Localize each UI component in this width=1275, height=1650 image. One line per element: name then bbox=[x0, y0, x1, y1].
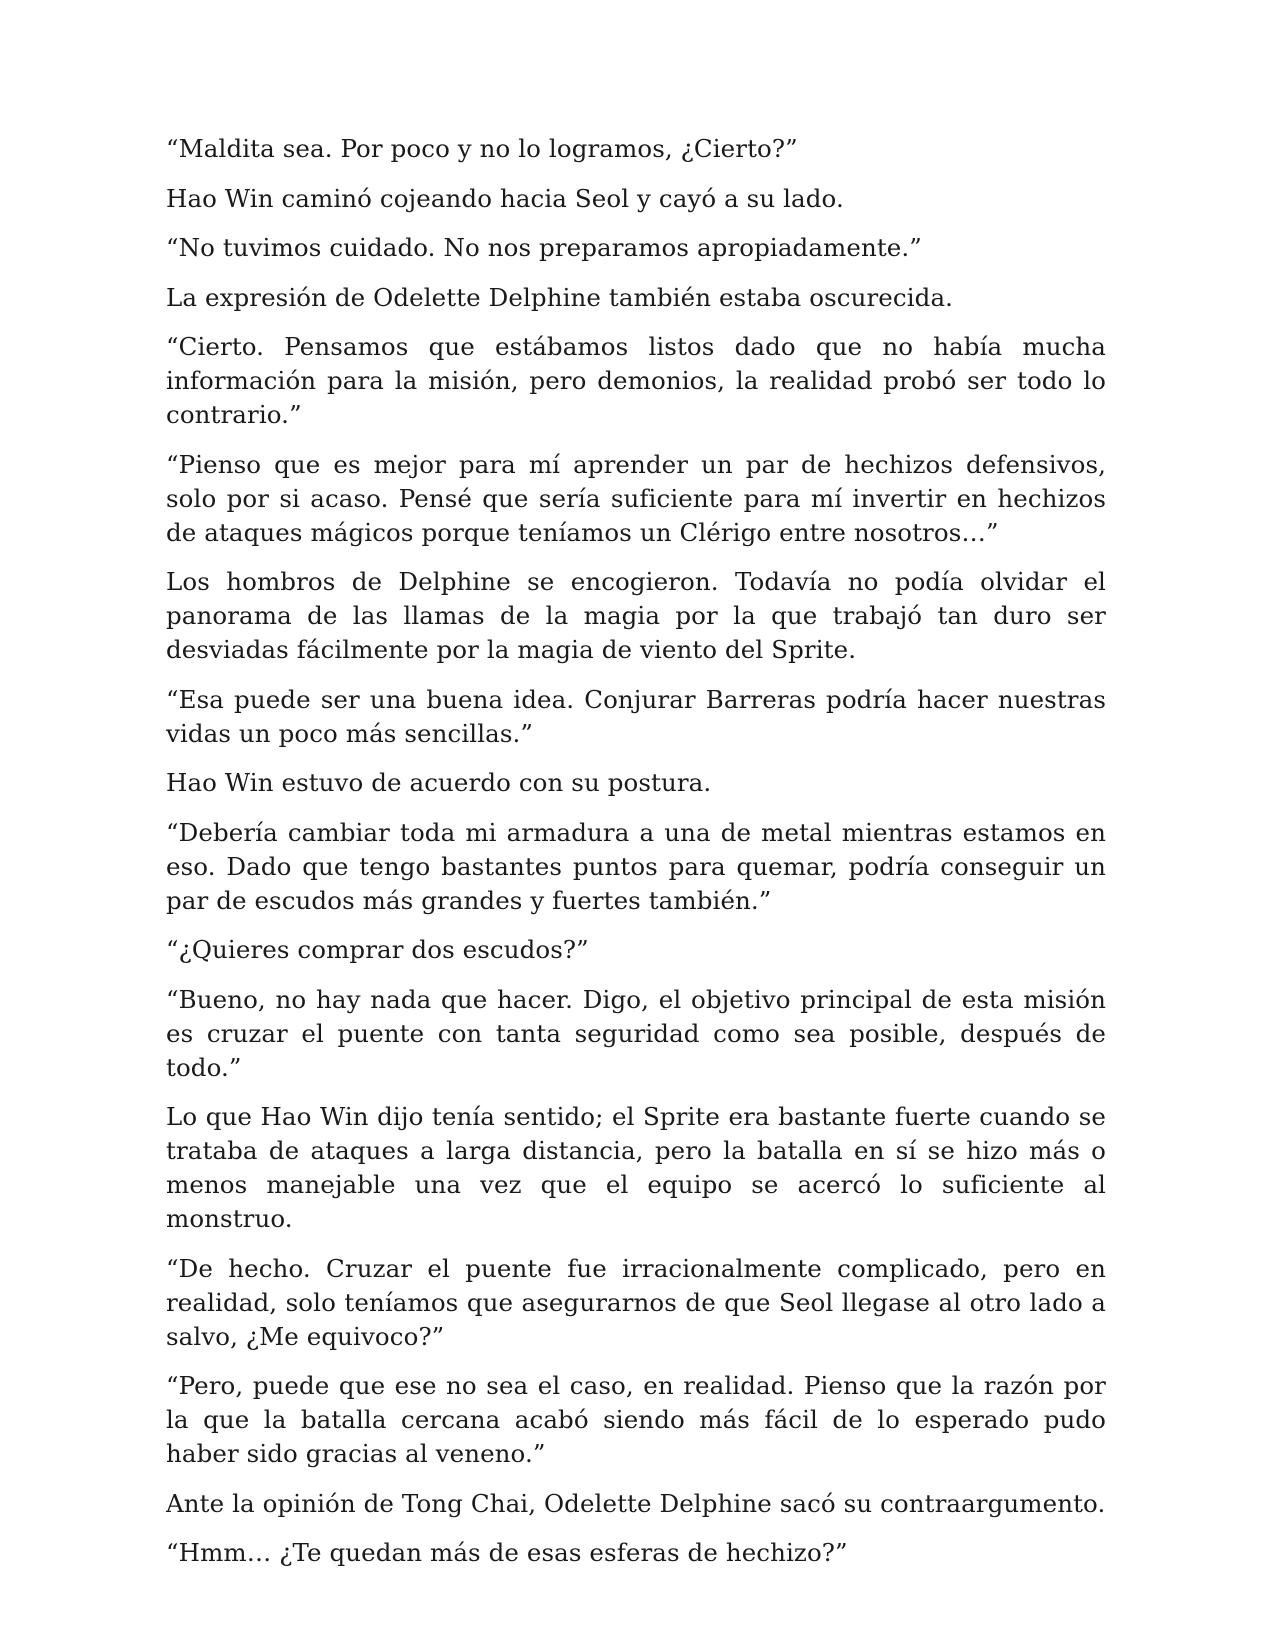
body-text bbox=[166, 132, 1106, 1586]
paragraph: “Pero, puede que ese no sea el caso, en realidad. Pienso que la razón por la que la batalla cercana acabó siendo más fácil de lo esperado pudo haber sido gracias al veneno.” bbox=[166, 1371, 1106, 1468]
paragraph: “De hecho. Cruzar el puente fue irracionalmente complicado, pero en realidad, solo teníamos que asegurarnos de que Seol llegase al otro lado a salvo, ¿Me equivoco?” bbox=[166, 1253, 1106, 1351]
paragraph: Hao Win estuvo de acuerdo con su postura. bbox=[166, 768, 712, 797]
paragraph: “Cierto. Pensamos que estábamos listos dado que no había mucha información para la misión, pero demonios, la realidad probó ser todo lo contrario.” bbox=[166, 332, 1106, 429]
paragraph: “Esa puede ser una buena idea. Conjurar Barreras podría hacer nuestras vidas un poco más sencillas.” bbox=[166, 684, 1106, 748]
paragraph: Hao Win caminó cojeando hacia Seol y cayó a su lado. bbox=[166, 183, 844, 213]
paragraph: “¿Quieres comprar dos escudos?” bbox=[166, 935, 589, 964]
paragraph: “Bueno, no hay nada que hacer. Digo, el objetivo principal de esta misión es cruzar el puente con tanta seguridad como sea posible, después de todo.” bbox=[166, 984, 1106, 1082]
paragraph: “Debería cambiar toda mi armadura a una de metal mientras estamos en eso. Dado que tengo bastantes puntos para quemar, podría conseguir un par de escudos más grandes y fuertes también.” bbox=[166, 817, 1106, 915]
paragraph: “Pienso que es mejor para mí aprender un par de hechizos defensivos, solo por si acaso. Pensé que sería suficiente para mí invertir en hechizos de ataques mágicos porque teníamos un Clérigo entre nosotros…” bbox=[166, 449, 1106, 547]
paragraph: “No tuvimos cuidado. No nos preparamos apropiadamente.” bbox=[166, 233, 922, 262]
paragraph: La expresión de Odelette Delphine también estaba oscurecida. bbox=[166, 282, 954, 312]
paragraph: Los hombros de Delphine se encogieron. Todavía no podía olvidar el panorama de las llamas de la magia por la que trabajó tan duro ser desviadas fácilmente por la magia de viento del Sprite. bbox=[166, 567, 1106, 664]
paragraph: “Hmm… ¿Te quedan más de esas esferas de hechizo?” bbox=[166, 1538, 848, 1567]
paragraph: Ante la opinión de Tong Chai, Odelette Delphine sacó su contraargumento. bbox=[166, 1488, 1106, 1518]
paragraph: Lo que Hao Win dijo tenía sentido; el Sprite era bastante fuerte cuando se trataba de ataques a larga distancia, pero la batalla en sí se hizo más o menos manejable una vez que el equipo se acercó lo suficiente al monstruo. bbox=[166, 1102, 1106, 1233]
paragraph: “Maldita sea. Por poco y no lo logramos, ¿Cierto?” bbox=[166, 134, 798, 163]
